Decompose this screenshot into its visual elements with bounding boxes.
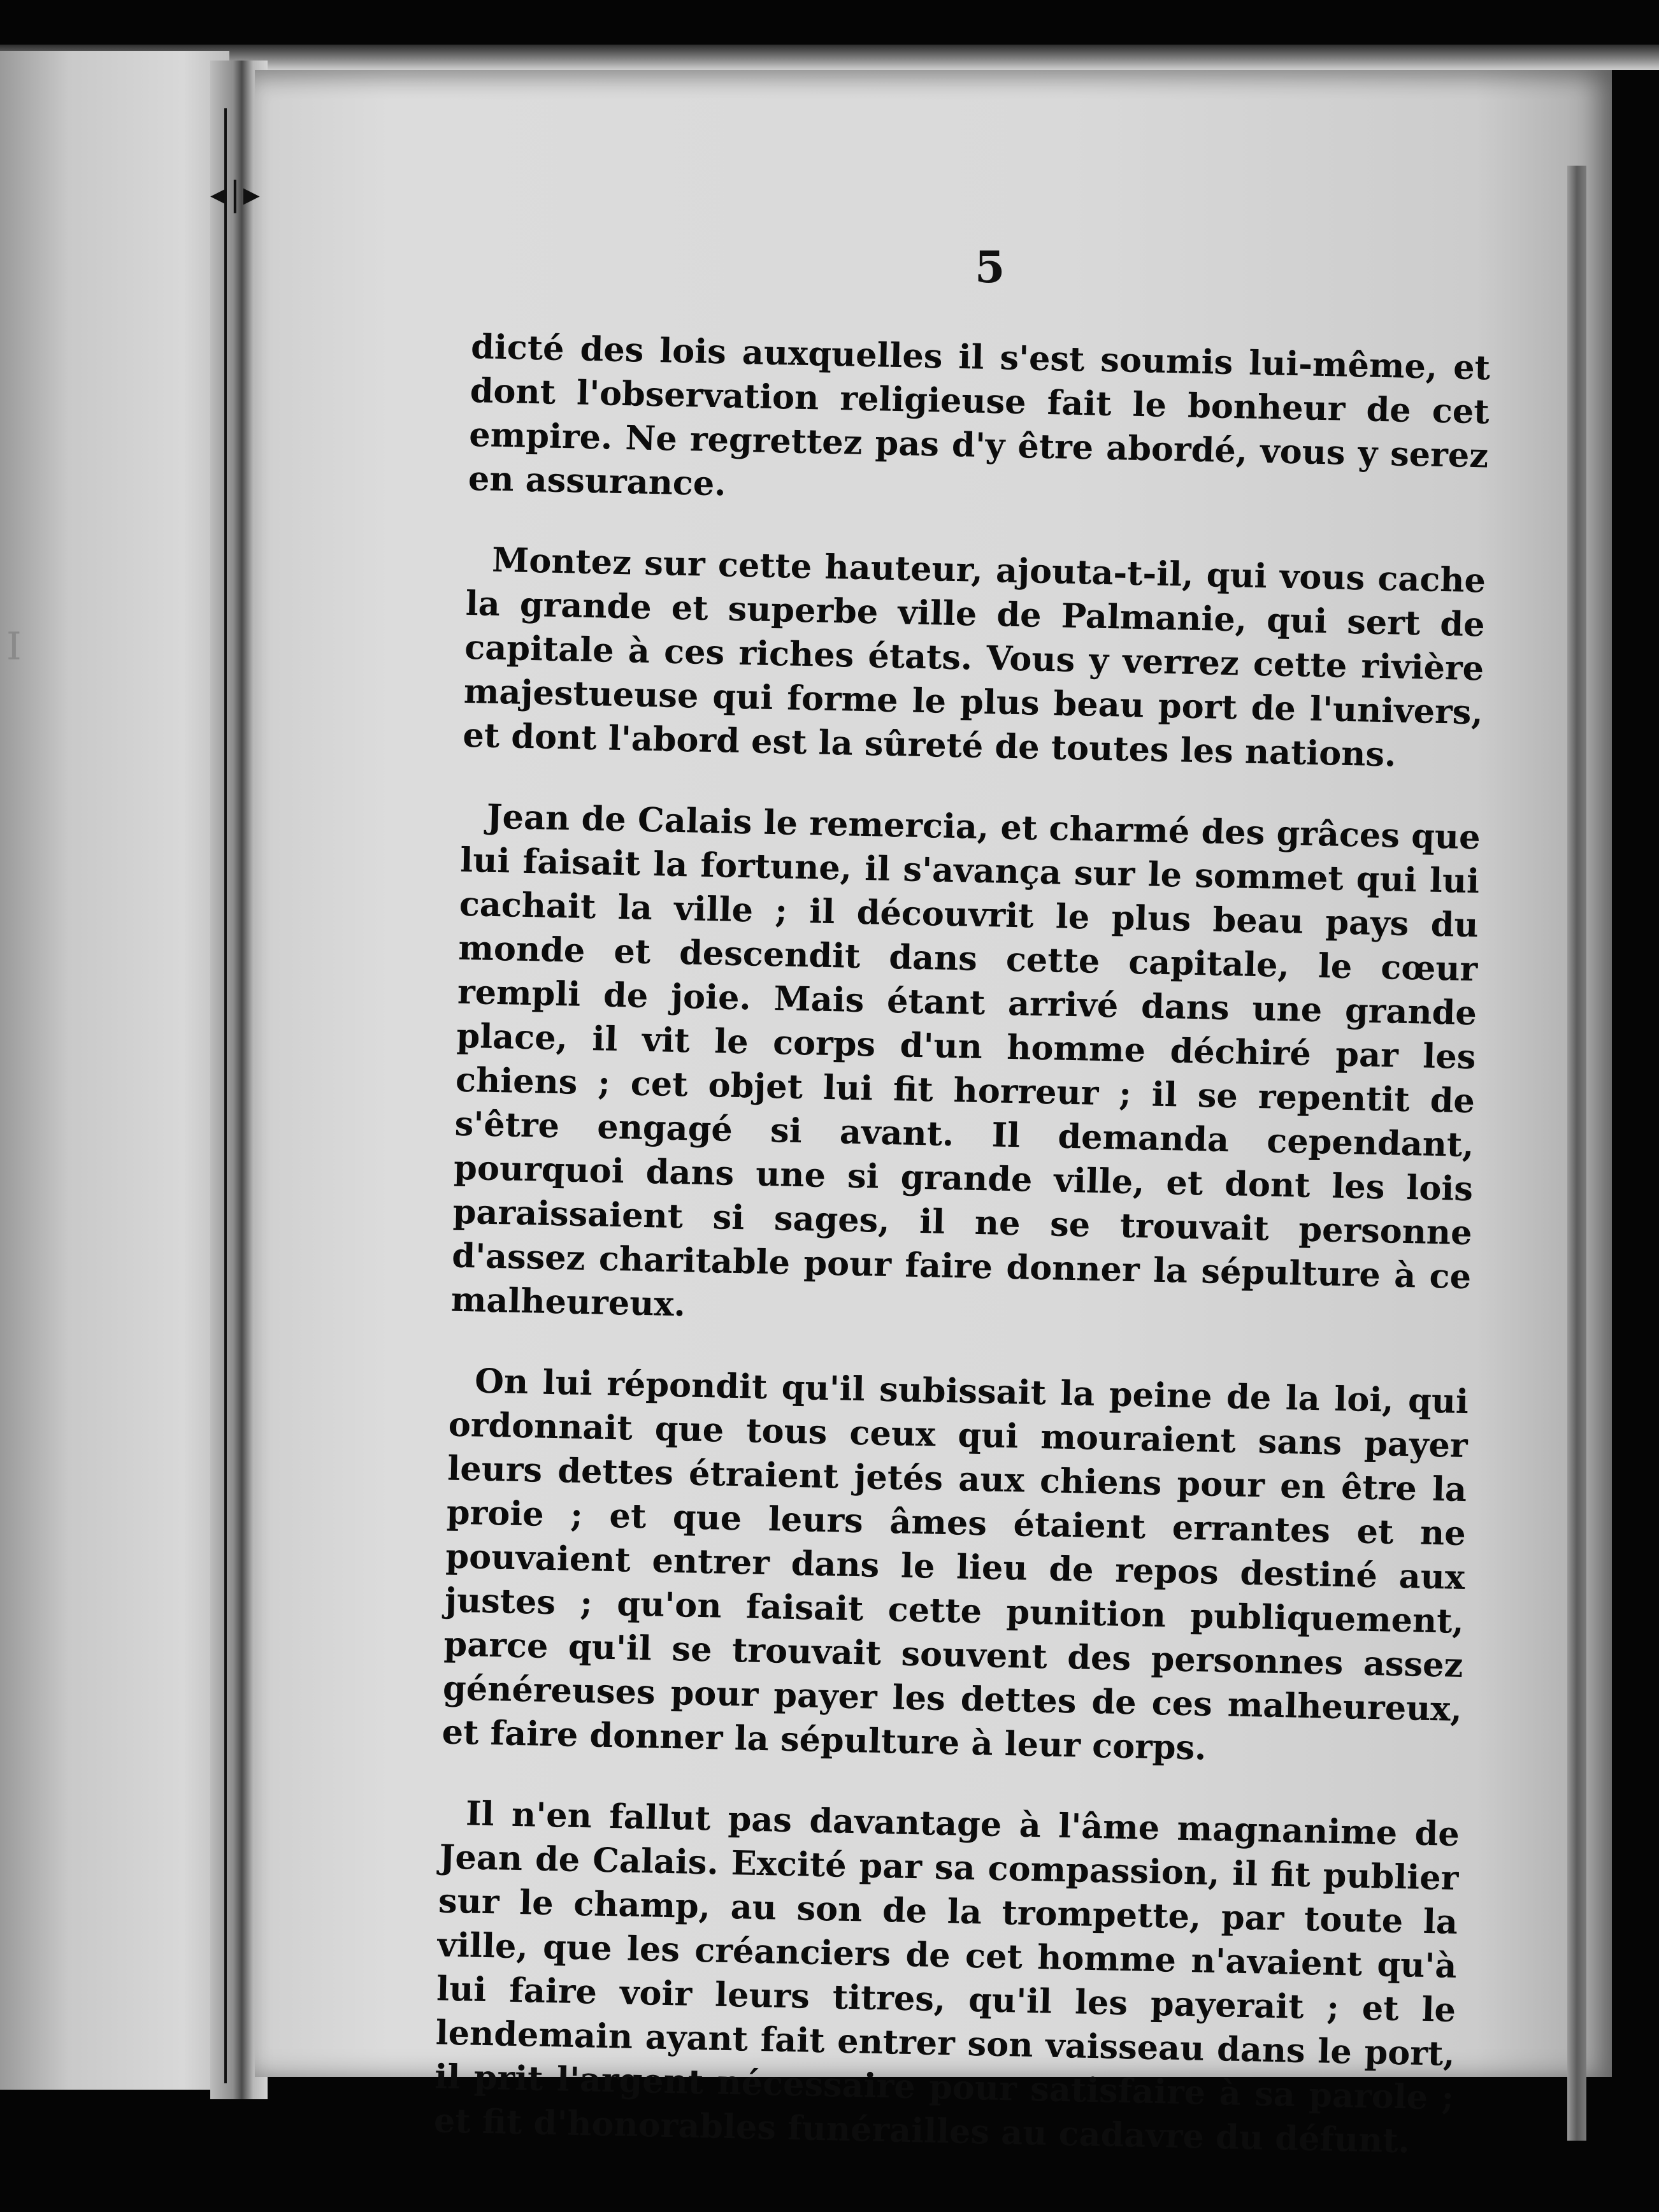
page-edge-shadow (1567, 166, 1586, 2141)
paragraph-4: On lui répondit qu'il subissait la peine de la loi, qui ordonnait que tous ceux qui mouraient sans payer leurs dettes étraient jetés aux chiens pour en être la proie ; et que leurs âmes étaient errantes et ne pouvaient entrer dans le lieu de repos destiné aux justes ; qu'on faisait cette punition publiquement, parce qu'il se trouvait souvent des personnes assez généreuses pour payer les dettes de ces malheureux, et faire donner la sépulture à leur corps. (442, 1361, 1469, 1768)
paragraph-1: dicté des lois auxquelles il s'est soumis lui-même, et dont l'observation religieuse fait le bonheur de cet empire. Ne regrettez pas d'y être abordé, vous y serez en assurance. (468, 327, 1491, 504)
gutter-line (224, 108, 227, 2083)
page-nav-mark: ◂|▸ (210, 175, 262, 213)
adjacent-left-page (0, 51, 229, 2090)
left-page-fragment: I (6, 624, 22, 669)
paragraph-2: Montez sur cette hauteur, ajouta-t-il, qui vous cache la grande et superbe ville de Palmanie, qui sert de capitale à ces riches états. Vous y verrez cette rivière majestueuse qui forme le plus beau port de l'univers, et dont l'abord est la sûreté de toutes les nations. (462, 540, 1486, 775)
paragraph-3: Jean de Calais le remercia, et charmé des grâces que lui faisait la fortune, il s'avança sur le sommet qui lui cachait la ville ; il découvrit le plus beau pays du monde et descendit dans cette capitale, le cœur rempli de joie. Mais étant arrivé dans une grande place, il vit le corps d'un homme déchiré par les chiens ; cet objet lui fit horreur ; il se repentit de s'être engagé si avant. Il demanda cependant, pourquoi dans une si grande ville, et dont les lois paraissaient si sages, il ne se trouvait personne d'assez charitable pour faire donner la sépulture à ce malheureux. (450, 797, 1481, 1325)
page-number: 5 (975, 242, 1005, 293)
body-text (433, 325, 1491, 2201)
paragraph-5: Il n'en fallut pas davantage à l'âme magnanime de Jean de Calais. Excité par sa compassion, il fit publier sur le champ, au son de la trompette, par toute la ville, que les créanciers de cet homme n'avaient qu'à lui faire voir leurs titres, qu'il les payerait ; et le lendemain ayant fait entrer son vaisseau dans le port, il prit l'argent nécessaire pour satisfaire à sa parole ; et fit d'honorables funérailles au cadavre du défunt. (433, 1794, 1460, 2161)
